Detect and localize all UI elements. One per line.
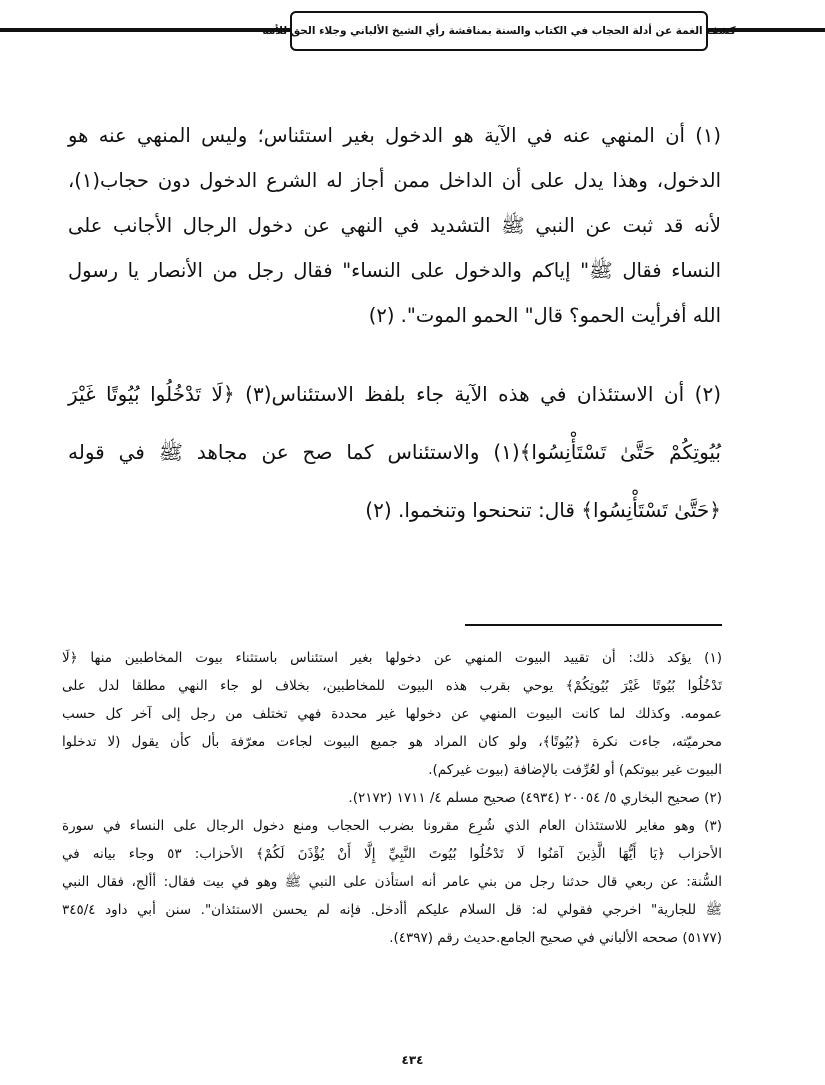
footnote-line: البيوت غير بيوتكم) أو لعُرِّفت بالإضافة (بيوت غيركم). <box>428 762 722 778</box>
footnote-line: السُّنة: عن ربعي قال حدثنا رجل من بني عامر أنه استأذن على النبي ﷺ وهو في بيت فقال: أألج، فقال النبي <box>62 874 722 890</box>
paragraph-1 <box>68 113 721 338</box>
page-number: ٤٣٤ <box>401 1053 424 1067</box>
footnote-line: تَدْخُلُوا بُيُوتًا غَيْرَ بُيُوتِكُمْ﴾ يوحي بقرب هذه البيوت للمخاطبين، بخلاف لو جاء النهي مطلقا لدل على <box>62 678 722 694</box>
body-line: الدخول، وهذا يدل على أن الداخل ممن أجاز له الشرع الدخول دون حجاب(١)، <box>68 169 721 192</box>
header-rule-left <box>0 28 292 32</box>
body-line: بُيُوتِكُمْ حَتَّىٰ تَسْتَأْنِسُوا﴾(١) والاستئناس كما صح عن مجاهد ﷺ في قوله <box>68 440 722 464</box>
running-header-title: كشف الغمة عن أدلة الحجاب في الكتاب والسنة بمناقشة رأي الشيخ الألباني وجلاء الحق للأمة <box>262 25 736 37</box>
body-line: (٢) أن الاستئذان في هذه الآية جاء بلفظ الاستئناس(٣) ﴿لَا تَدْخُلُوا بُيُوتًا غَيْرَ <box>68 382 722 406</box>
footnote-line: (١) يؤكد ذلك: أن تقييد البيوت المنهي عن دخولها بغير استئناس باستثناء بيوت المخاطبين منها ﴿لَا <box>62 650 722 666</box>
body-line: الله أفرأيت الحمو؟ قال" الحمو الموت". (٢) <box>368 304 721 327</box>
body-line: ﴿حَتَّىٰ تَسْتَأْنِسُوا﴾ قال: تنحنحوا وتنخموا. (٢) <box>365 498 721 522</box>
footnote-line: عمومه. وكذلك لما كانت البيوت المنهي عن دخولها غير محددة فهي تختلف من رجل إلى آخر كل حسب <box>62 706 722 722</box>
footnote-line: محرميّته، جاءت نكرة ﴿بُيُوتًا﴾، ولو كان المراد هو جميع البيوت لجاءت معرّفة بأل كأن يقول (لا تدخلوا <box>62 734 722 750</box>
footnote-separator <box>465 624 722 626</box>
footnote-line: الأحزاب ﴿يَا أَيُّهَا الَّذِينَ آمَنُوا لَا تَدْخُلُوا بُيُوتَ النَّبِيِّ إِلَّا أَنْ يُؤْذَنَ لَكُمْ﴾ الأحزاب: ٥٣ وجاء بيانه في <box>62 846 722 862</box>
footnote-line: (٥١٧٧) صححه الألباني في صحيح الجامع.حديث رقم (٤٣٩٧). <box>389 930 722 946</box>
body-line: لأنه قد ثبت عن النبي ﷺ التشديد في النهي عن دخول الرجال الأجانب على <box>68 214 721 237</box>
body-line: (١) أن المنهي عنه في الآية هو الدخول بغير استئناس؛ وليس المنهي عنه هو <box>68 124 721 147</box>
footnote-line: (٢) صحيح البخاري ٥/ ٢٠٠٥٤ (٤٩٣٤) صحيح مسلم ٤/ ١٧١١ (٢١٧٢). <box>348 790 722 806</box>
body-line: النساء فقال ﷺ" إياكم والدخول على النساء" فقال رجل من الأنصار يا رسول <box>68 259 721 282</box>
footnote-line: (٣) وهو مغاير للاستئذان العام الذي شُرِع مقرونا بضرب الحجاب ومنع دخول الرجال على النساء في سورة <box>62 818 722 834</box>
paragraph-2 <box>68 365 721 539</box>
footnote-line: ﷺ للجارية" اخرجي فقولي له: قل السلام عليكم أأدخل. فإنه لم يحسن الاستئذان". سنن أبي داود ٣٤٥/٤ <box>62 902 722 918</box>
running-header <box>262 11 736 51</box>
footnotes <box>62 644 722 952</box>
